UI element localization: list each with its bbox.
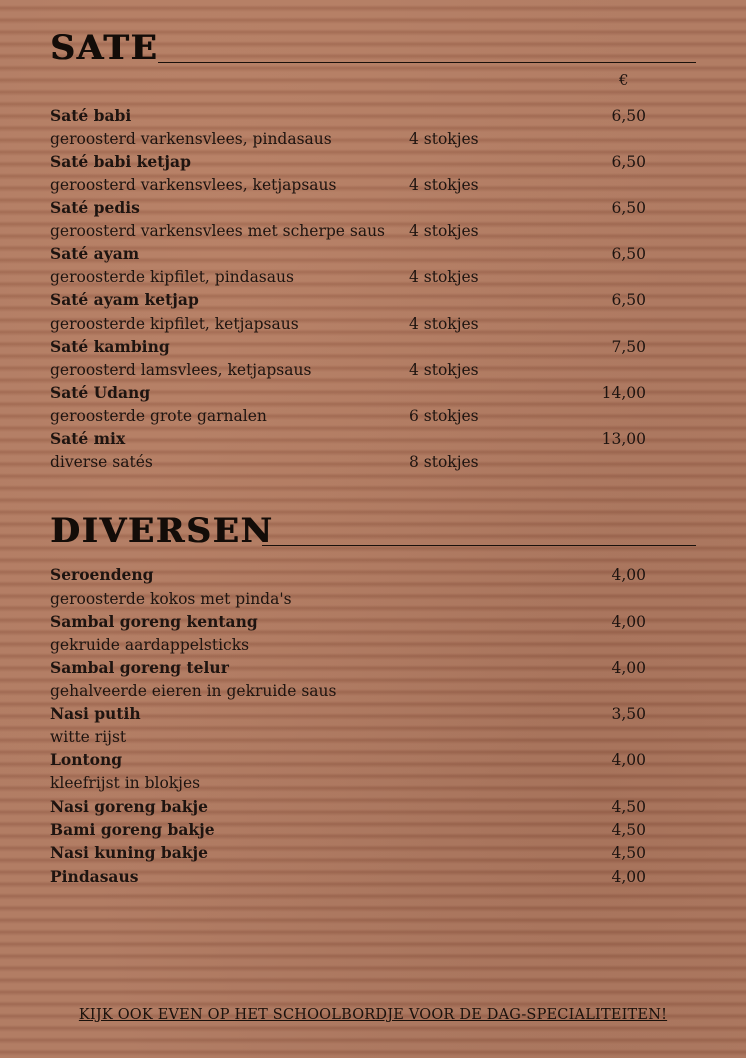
- item-price: 6,50: [611, 153, 646, 171]
- item-name: Sambal goreng kentang: [50, 612, 258, 631]
- menu-item-name-row: [50, 611, 646, 633]
- menu-item-name-row: [50, 151, 646, 173]
- menu-item-desc-row: [50, 588, 646, 610]
- item-quantity: 6 stokjes: [409, 407, 479, 425]
- menu-item-name-row: [50, 749, 646, 771]
- item-description: geroosterde kokos met pinda's: [50, 590, 292, 608]
- item-quantity: 8 stokjes: [409, 453, 479, 471]
- item-name: Saté mix: [50, 429, 126, 448]
- menu-item-name-row: [50, 819, 646, 841]
- menu-item-name-row: [50, 289, 646, 311]
- item-name: Lontong: [50, 750, 123, 769]
- menu-item-name-row: [50, 105, 646, 127]
- menu-item-name-row: [50, 336, 646, 358]
- item-description: geroosterde kipfilet, ketjapsaus: [50, 315, 299, 333]
- item-quantity: 4 stokjes: [409, 361, 479, 379]
- item-price: 6,50: [611, 107, 646, 125]
- menu-item-desc-row: [50, 772, 646, 794]
- item-name: Saté Udang: [50, 383, 151, 402]
- item-price: 4,00: [611, 613, 646, 631]
- menu-item-name-row: [50, 428, 646, 450]
- menu-item-desc-row: [50, 220, 646, 242]
- item-price: 14,00: [601, 384, 646, 402]
- item-description: kleefrijst in blokjes: [50, 774, 201, 792]
- menu-item-name-row: [50, 796, 646, 818]
- menu-item-desc-row: [50, 174, 646, 196]
- item-name: Nasi putih: [50, 704, 141, 723]
- menu-item-desc-row: [50, 726, 646, 748]
- item-quantity: 4 stokjes: [409, 315, 479, 333]
- item-price: 7,50: [611, 338, 646, 356]
- menu-item-name-row: [50, 866, 646, 888]
- item-price: 4,50: [611, 821, 646, 839]
- item-price: 13,00: [601, 430, 646, 448]
- item-price: 6,50: [611, 245, 646, 263]
- diversen-section-title: DIVERSEN: [50, 511, 274, 551]
- item-price: 4,00: [611, 566, 646, 584]
- menu-item-name-row: [50, 243, 646, 265]
- item-name: Saté babi ketjap: [50, 152, 191, 171]
- menu-item-desc-row: [50, 405, 646, 427]
- item-price: 4,50: [611, 844, 646, 862]
- menu-item-desc-row: [50, 313, 646, 335]
- menu-item-desc-row: [50, 451, 646, 473]
- menu-item-desc-row: [50, 634, 646, 656]
- item-description: geroosterd lamsvlees, ketjapsaus: [50, 361, 312, 379]
- sate-title-rule: [158, 62, 696, 63]
- item-quantity: 4 stokjes: [409, 222, 479, 240]
- item-name: Nasi goreng bakje: [50, 797, 209, 816]
- menu-item-name-row: [50, 657, 646, 679]
- item-quantity: 4 stokjes: [409, 176, 479, 194]
- item-description: geroosterd varkensvlees, pindasaus: [50, 130, 332, 148]
- item-description: gehalveerde eieren in gekruide saus: [50, 682, 337, 700]
- sate-section-title: SATE: [50, 28, 159, 68]
- menu-item-desc-row: [50, 128, 646, 150]
- currency-label: €: [619, 71, 629, 89]
- item-price: 4,00: [611, 659, 646, 677]
- menu-item-desc-row: [50, 359, 646, 381]
- item-name: Saté babi: [50, 106, 132, 125]
- item-description: diverse satés: [50, 453, 153, 471]
- menu-item-name-row: [50, 842, 646, 864]
- diversen-title-rule: [262, 545, 696, 546]
- item-price: 6,50: [611, 291, 646, 309]
- item-description: geroosterd varkensvlees, ketjapsaus: [50, 176, 337, 194]
- menu-item-name-row: [50, 382, 646, 404]
- footer-notice: KIJK OOK EVEN OP HET SCHOOLBORDJE VOOR DE DAG-SPECIALITEITEN!: [78, 1007, 668, 1023]
- item-name: Sambal goreng telur: [50, 658, 229, 677]
- item-quantity: 4 stokjes: [409, 130, 479, 148]
- menu-item-name-row: [50, 703, 646, 725]
- item-quantity: 4 stokjes: [409, 268, 479, 286]
- menu-item-name-row: [50, 564, 646, 586]
- menu-item-desc-row: [50, 266, 646, 288]
- item-price: 3,50: [611, 705, 646, 723]
- item-description: gekruide aardappelsticks: [50, 636, 250, 654]
- item-name: Seroendeng: [50, 565, 154, 584]
- item-name: Nasi kuning bakje: [50, 843, 208, 862]
- item-description: geroosterde grote garnalen: [50, 407, 267, 425]
- item-price: 4,50: [611, 798, 646, 816]
- item-name: Pindasaus: [50, 867, 139, 886]
- item-name: Saté pedis: [50, 198, 140, 217]
- item-description: geroosterde kipfilet, pindasaus: [50, 268, 294, 286]
- menu-item-desc-row: [50, 680, 646, 702]
- menu-item-name-row: [50, 197, 646, 219]
- item-price: 4,00: [611, 868, 646, 886]
- item-price: 4,00: [611, 751, 646, 769]
- item-name: Bami goreng bakje: [50, 820, 215, 839]
- item-name: Saté ayam: [50, 244, 140, 263]
- item-name: Saté kambing: [50, 337, 170, 356]
- item-description: geroosterd varkensvlees met scherpe saus: [50, 222, 386, 240]
- item-description: witte rijst: [50, 728, 127, 746]
- item-price: 6,50: [611, 199, 646, 217]
- item-name: Saté ayam ketjap: [50, 290, 199, 309]
